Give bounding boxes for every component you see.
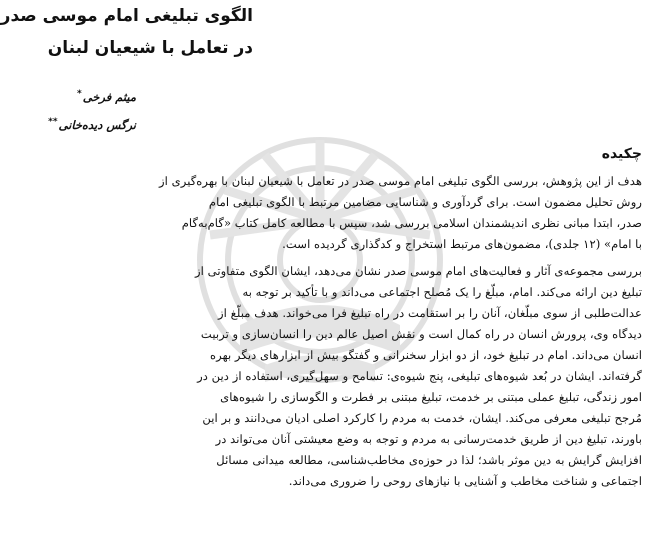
abstract-line: تبلیغ دین ارائه می‌کند. امام، مبلّغ را یک مُصلح اجتماعی می‌داند و با تأکید بر توجه به [242, 285, 642, 299]
author-1 [77, 89, 136, 104]
abstract-line: هدف از این پژوهش، بررسی الگوی تبلیغی امام موسی صدر در تعامل با شیعیان لبنان با بهره‌گیری از [159, 174, 642, 188]
abstract-line: افزایش گرایش به دین موثر باشد؛ لذا در حوزه‌ی مخاطب‌شناسی، مطالعه میدانی مسائل [216, 453, 642, 467]
abstract-line: باورند، تبلیغ دین از طریق خدمت‌رسانی به مردم و توجه به وضع معیشتی آنان می‌تواند در [215, 432, 642, 446]
abstract-line: انسان می‌داند. امام در تبلیغ خود، از دو ابزار سخنرانی و گفتگو بیش از ابزارهای دیگر بهره [210, 348, 642, 362]
abstract-line: امور زندگی، تبلیغ عملی مبتنی بر خدمت، تبلیغ مبتنی بر فطرت و الگوسازی را شیوه‌های [220, 390, 642, 404]
article-title-line-2: در تعامل با شیعیان لبنان [47, 38, 253, 58]
abstract-paragraph-2 [19, 261, 642, 492]
author-2-name: نرگس دیده‌خانی [58, 117, 136, 132]
abstract-heading: چکیده [601, 146, 642, 162]
abstract-line: صدر، ابتدا مبانی نظری اندیشمندان اسلامی بررسی شد، سپس با مطالعه کامل کتاب «گام‌به‌گام [181, 216, 642, 230]
author-1-name: میثم فرخی [82, 89, 136, 104]
abstract-line: با امام» (۱۲ جلدی)، مضمون‌های مرتبط استخراج و کدگذاری گردیده است. [282, 237, 642, 251]
abstract-line: گرفته‌اند. ایشان در بُعد شیوه‌های تبلیغی، پنج شیوه‌ی: تسامح و سهل‌گیری، استفاده از دین در [197, 369, 642, 383]
author-2 [48, 117, 136, 132]
author-2-footnote-mark: ** [48, 117, 58, 127]
abstract-paragraph-1 [19, 171, 642, 255]
abstract-line: روش تحلیل مضمون است. برای گردآوری و شناسایی مضامین مرتبط با الگوی تبلیغی امام [208, 195, 642, 209]
abstract-line: عدالت‌طلبی از سوی مبلّغان، آنان را بر استقامت در راه تبلیغ فرا می‌خواند. هدف مبلّغ از [218, 306, 642, 320]
abstract-line: بررسی مجموعه‌ی آثار و فعالیت‌های امام موسی صدر نشان می‌دهد، ایشان الگوی متفاوتی از [195, 264, 642, 278]
abstract-line: مُرجح تبلیغی معرفی می‌کند. ایشان، خدمت به مردم را کارکرد اصلی ادیان می‌دانند و بر این [202, 411, 642, 425]
abstract-line: دیدگاه وی، پرورش انسان در راه کمال است و نقش اصیل عالم دین را انسان‌سازی و تربیت [200, 327, 642, 341]
author-1-footnote-mark: * [76, 89, 82, 99]
article-title-line-1: الگوی تبلیغی امام موسی صدر [0, 6, 253, 26]
abstract-line: اجتماعی و شناخت مخاطب و آشنایی با نیازهای روحی را ضروری می‌داند. [288, 474, 642, 488]
